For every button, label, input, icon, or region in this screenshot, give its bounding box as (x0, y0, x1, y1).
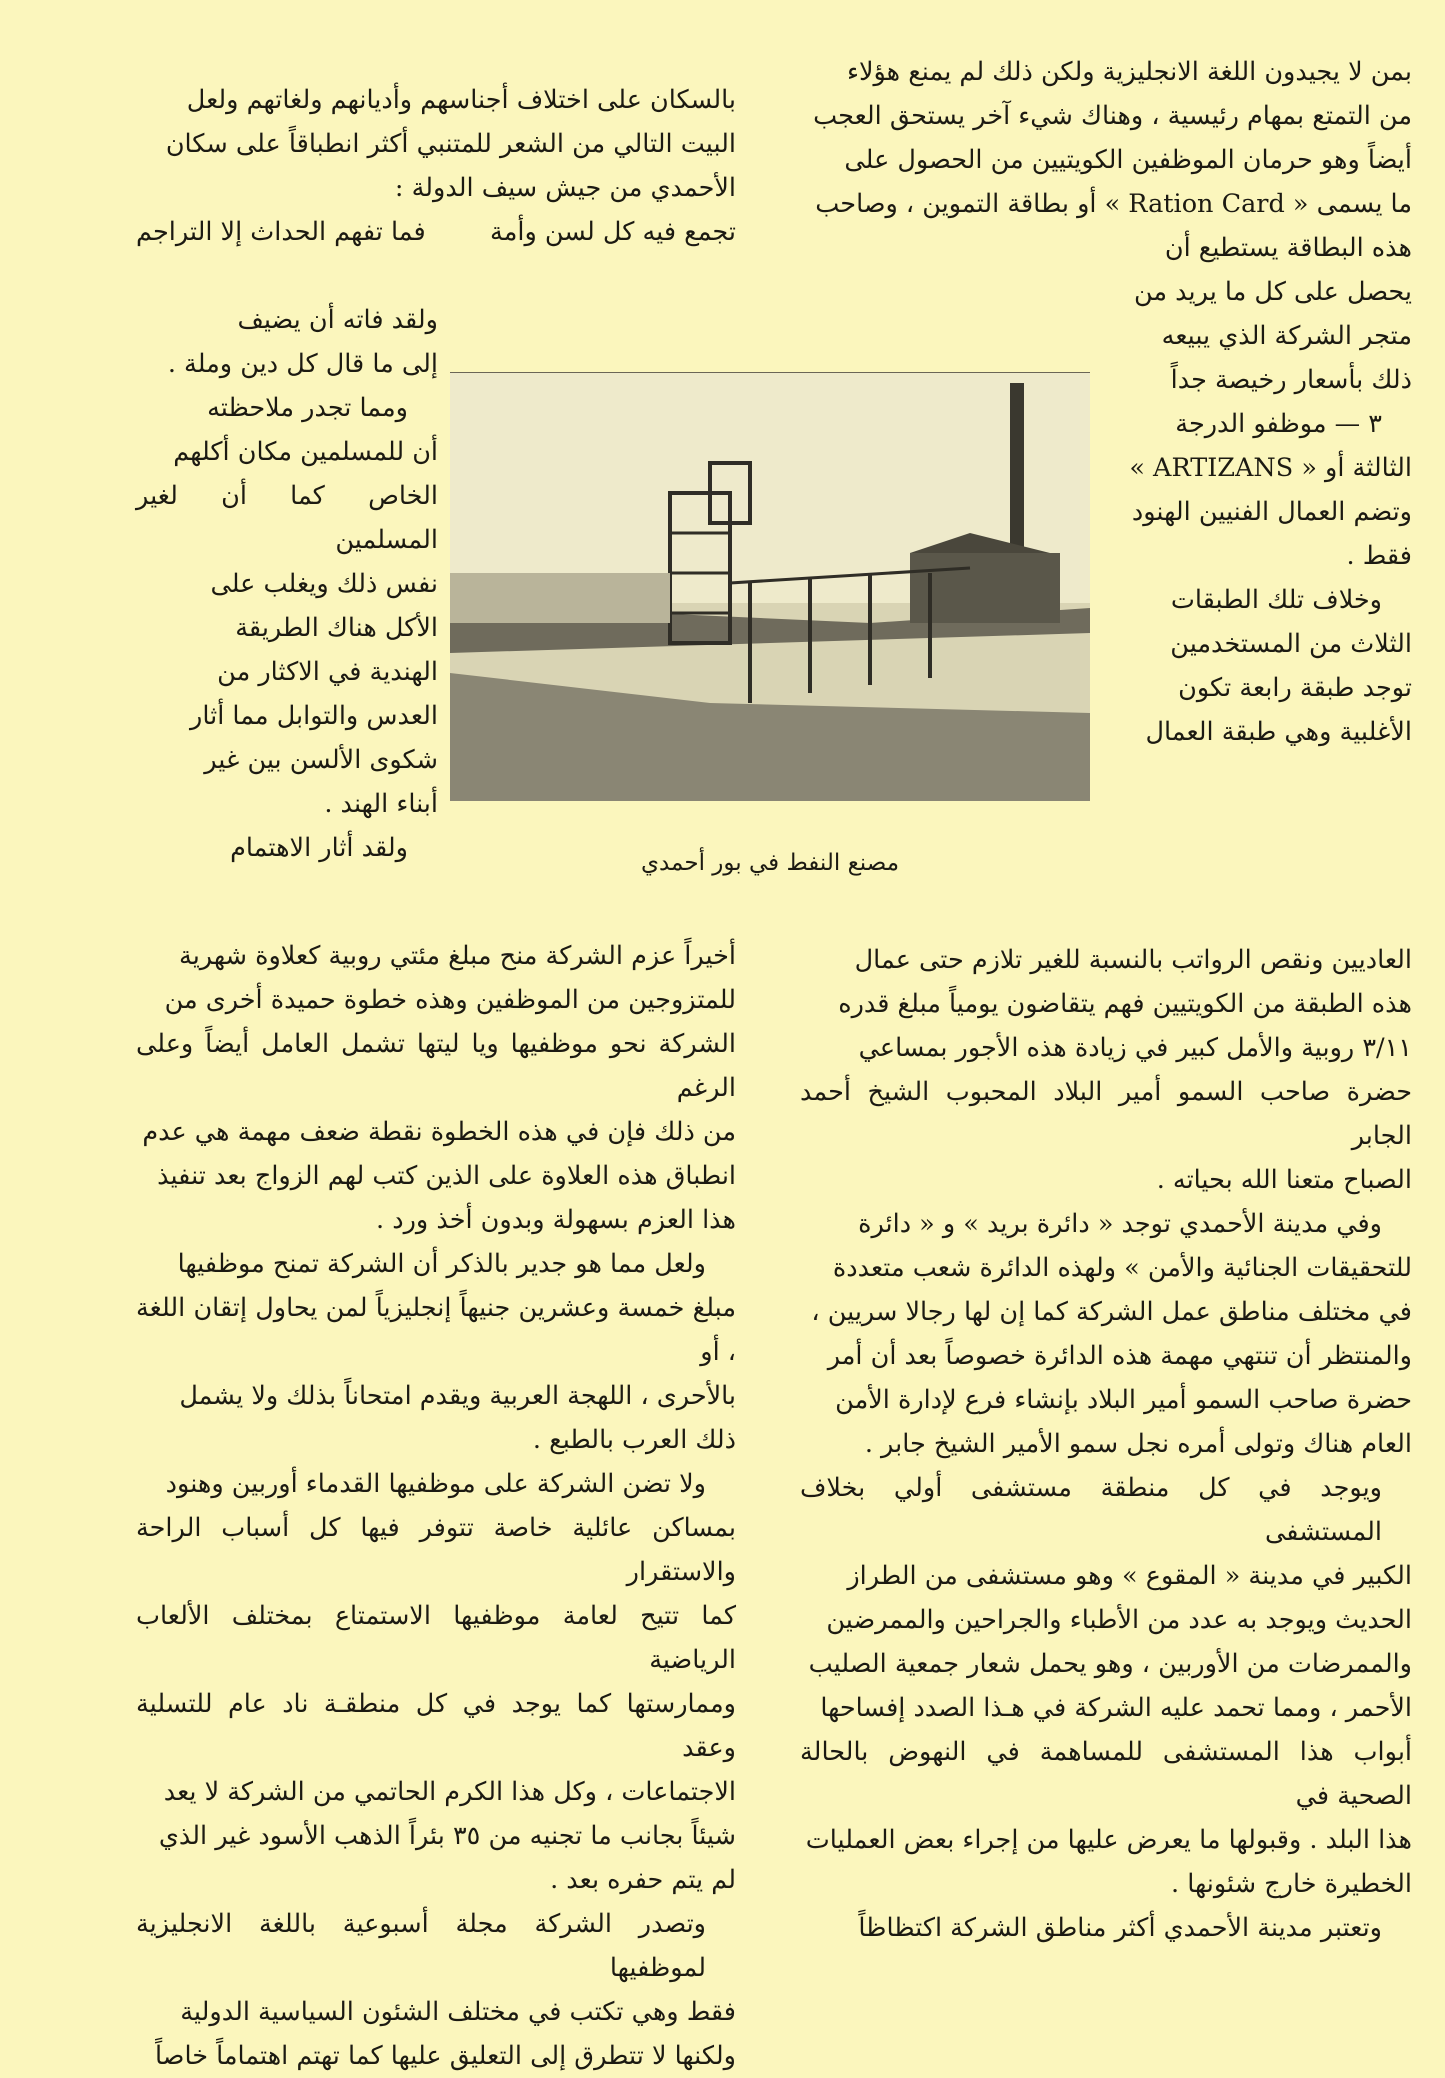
text-line: بمساكن عائلية خاصة تتوفر فيها كل أسباب الراحة والاستقرار (136, 1513, 736, 1587)
text-line: هذا البلد . وقبولها ما يعرض عليها من إجراء بعض العمليات (805, 1825, 1412, 1855)
text-line: ذلك العرب بالطبع . (532, 1425, 736, 1455)
text-line: أن للمسلمين مكان أكلهم (173, 437, 438, 467)
text-line: في مختلف مناطق عمل الشركة كما إن لها رجالا سريين ، (811, 1297, 1412, 1327)
text-line: متجر الشركة الذي يبيعه (1161, 321, 1412, 351)
text-line: وتعتبر مدينة الأحمدي أكثر مناطق الشركة اكتظاظاً (858, 1913, 1382, 1943)
text-line: الأكل هناك الطريقة (235, 613, 438, 643)
text-line: وخلاف تلك الطبقات (1170, 585, 1382, 615)
refinery-illustration (450, 373, 1090, 801)
text-line: وفي مدينة الأحمدي توجد « دائرة بريد » و « دائرة (858, 1209, 1382, 1239)
text-line: فقط وهي تكتب في مختلف الشئون السياسية الدولية (180, 1997, 736, 2027)
text-line: الصباح متعنا الله بحياته . (1156, 1165, 1412, 1195)
left-column-top (136, 78, 736, 254)
photo-caption: مصنع النفط في بور أحمدي (640, 850, 900, 876)
text-line: بالأحرى ، اللهجة العربية ويقدم امتحاناً بذلك ولا يشمل (179, 1381, 736, 1411)
text-line: الشركة نحو موظفيها ويا ليتها تشمل العامل أيضاً وعلى الرغم (136, 1029, 736, 1103)
text-line: فقط . (1346, 541, 1412, 571)
text-line: ولقد فاته أن يضيف (237, 305, 438, 335)
poem-verse (136, 210, 736, 254)
text-line: بمن لا يجيدون اللغة الانجليزية ولكن ذلك لم يمنع هؤلاء (846, 57, 1412, 87)
text-line: ٣ — موظفو الدرجة (1175, 409, 1382, 439)
text-line: شكوى الألسن بين غير (204, 745, 438, 775)
text-line: شيئاً بجانب ما تجنيه من ٣٥ بئراً الذهب الأسود غير الذي (158, 1821, 736, 1851)
left-column-narrow (136, 298, 438, 870)
text-line: الاجتماعات ، وكل هذا الكرم الحاتمي من الشركة لا يعد (163, 1777, 736, 1807)
text-line: البيت التالي من الشعر للمتنبي أكثر انطباقاً على سكان (165, 129, 736, 159)
text-line: ما يسمى « Ration Card » أو بطاقة التموين ، وصاحب (815, 189, 1412, 219)
text-line: للتحقيقات الجنائية والأمن » ولهذه الدائرة شعب متعددة (832, 1253, 1412, 1283)
text-line: إلى ما قال كل دين وملة . (167, 349, 438, 379)
text-line: انطباق هذه العلاوة على الذين كتب لهم الزواج بعد تنفيذ (157, 1161, 736, 1191)
text-line: أخيراً عزم الشركة منح مبلغ مئتي روبية كعلاوة شهرية (179, 941, 736, 971)
text-line: والممرضات من الأوربين ، وهو يحمل شعار جمعية الصليب (808, 1649, 1412, 1679)
text-line: أبناء الهند . (324, 789, 438, 819)
text-line: الثالثة أو « ARTIZANS » (1129, 453, 1412, 483)
poem-hemistich-1: تجمع فيه كل لسن وأمة (490, 217, 736, 247)
text-line: هذه البطاقة يستطيع أن (1164, 233, 1412, 263)
text-line: الخاص كما أن لغير المسلمين (136, 481, 438, 555)
text-line: حضرة صاحب السمو أمير البلاد المحبوب الشيخ أحمد الجابر (800, 1077, 1412, 1151)
text-line: الكبير في مدينة « المقوع » وهو مستشفى من الطراز (847, 1561, 1412, 1591)
text-line: مبلغ خمسة وعشرين جنيهاً إنجليزياً لمن يحاول إتقان اللغة ، أو (136, 1293, 736, 1367)
left-column-bottom (136, 934, 736, 2078)
text-line: لم يتم حفره بعد . (550, 1865, 736, 1895)
text-line: وممارستها كما يوجد في كل منطقـة ناد عام للتسلية وعقد (136, 1689, 736, 1763)
text-line: العدس والتوابل مما أثار (190, 701, 438, 731)
text-line: وتصدر الشركة مجلة أسبوعية باللغة الانجليزية لموظفيها (136, 1909, 706, 1983)
text-line: ٣/١١ روبية والأمل كبير في زيادة هذه الأجور بمساعي (858, 1033, 1412, 1063)
text-line: من التمتع بمهام رئيسية ، وهناك شيء آخر يستحق العجب (813, 101, 1412, 131)
text-line: والمنتظر أن تنتهي مهمة هذه الدائرة خصوصاً بعد أن أمر (827, 1341, 1412, 1371)
text-line: الحديث ويوجد به عدد من الأطباء والجراحين والممرضين (826, 1605, 1412, 1635)
text-line: ولا تضن الشركة على موظفيها القدماء أوربين وهنود (165, 1469, 706, 1499)
text-line: ومما تجدر ملاحظته (207, 393, 408, 423)
text-line: ولكنها لا تتطرق إلى التعليق عليها كما تهتم اهتماماً خاصاً (155, 2041, 736, 2071)
poem-hemistich-2: فما تفهم الحداث إلا التراجم (136, 217, 426, 247)
right-column-bottom (800, 938, 1412, 1950)
text-line: توجد طبقة رابعة تكون (1178, 673, 1412, 703)
text-line: العاديين ونقص الرواتب بالنسبة للغير تلازم حتى عمال (854, 945, 1412, 975)
text-line: وتضم العمال الفنيين الهنود (1131, 497, 1412, 527)
text-line: ويوجد في كل منطقة مستشفى أولي بخلاف المستشفى (800, 1473, 1382, 1547)
refinery-photo (450, 372, 1090, 801)
text-line: ولعل مما هو جدير بالذكر أن الشركة تمنح موظفيها (177, 1249, 706, 1279)
text-line: يحصل على كل ما يريد من (1133, 277, 1412, 307)
text-line: ولقد أثار الاهتمام (230, 833, 408, 863)
text-line: الأغلبية وهي طبقة العمال (1145, 717, 1412, 747)
text-line: أبواب هذا المستشفى للمساهمة في النهوض بالحالة الصحية في (800, 1737, 1412, 1811)
text-line: العام هناك وتولى أمره نجل سمو الأمير الشيخ جابر . (864, 1429, 1412, 1459)
text-line: الثلاث من المستخدمين (1170, 629, 1412, 659)
text-line: الأحمر ، ومما تحمد عليه الشركة في هـذا الصدد إفساحها (820, 1693, 1412, 1723)
text-line: كما تتيح لعامة موظفيها الاستمتاع بمختلف الألعاب الرياضية (136, 1601, 736, 1675)
text-line: الخطيرة خارج شئونها . (1171, 1869, 1412, 1899)
text-line: نفس ذلك ويغلب على (210, 569, 438, 599)
text-line: هذا العزم بسهولة وبدون أخذ ورد . (376, 1205, 736, 1235)
text-line: بالسكان على اختلاف أجناسهم وأديانهم ولغاتهم ولعل (186, 85, 736, 115)
text-line: هذه الطبقة من الكويتيين فهم يتقاضون يومياً مبلغ قدره (838, 989, 1412, 1019)
text-line: للمتزوجين من الموظفين وهذه خطوة حميدة أخرى من (164, 985, 736, 1015)
text-line: أيضاً وهو حرمان الموظفين الكويتيين من الحصول على (844, 145, 1412, 175)
text-line: الأحمدي من جيش سيف الدولة : (394, 173, 736, 203)
text-line: حضرة صاحب السمو أمير البلاد بإنشاء فرع لإدارة الأمن (835, 1385, 1412, 1415)
text-line: ذلك بأسعار رخيصة جداً (1170, 365, 1412, 395)
text-line: من ذلك فإن في هذه الخطوة نقطة ضعف مهمة هي عدم (142, 1117, 736, 1147)
text-line: الهندية في الاكثار من (217, 657, 438, 687)
